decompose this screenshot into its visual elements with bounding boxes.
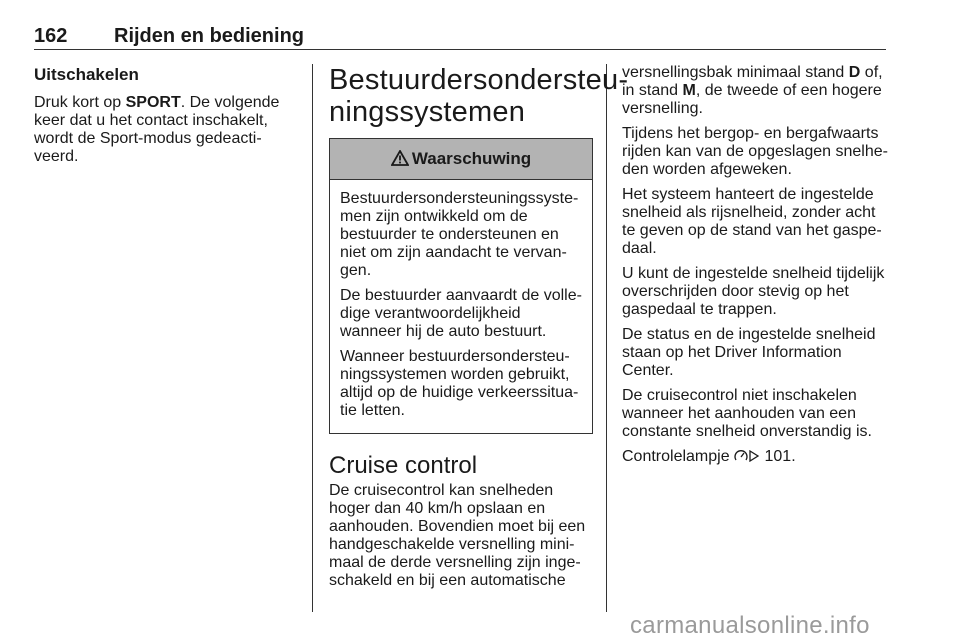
watermark: carmanualsonline.info <box>630 612 870 639</box>
column-3 <box>622 64 888 473</box>
header-rule <box>34 49 886 50</box>
column-1 <box>34 64 296 173</box>
sport-keyword: SPORT <box>125 94 181 111</box>
section-title-driver-assistance: Bestuurdersondersteu- ningssystemen <box>329 64 629 128</box>
section-title-cruise-control: Cruise control <box>329 452 478 479</box>
status-paragraph: De status en de ingestelde snelheid staan op het Driver Information Center. <box>622 326 876 379</box>
override-paragraph: U kunt de ingestelde snelheid tijdelijk overschrijden door stevig op het gaspedaal te trappen. <box>622 265 885 318</box>
page-reference-arrow-icon <box>748 448 760 465</box>
gear-paragraph: versnellingsbak minimaal stand D of, in stand M, de tweede of een hogere versnelling. <box>622 64 883 117</box>
section-heading-uitschakelen: Uitschakelen <box>34 65 139 84</box>
warning-body <box>330 180 592 433</box>
gear-d-keyword: D <box>848 64 861 81</box>
slope-paragraph: Tijdens het bergop- en bergafwaarts rijden kan van de opgeslagen snelhe- den worden afgeweken. <box>622 125 888 178</box>
warning-header <box>330 139 592 180</box>
warning-paragraph: Bestuurdersondersteuningssyste- men zijn ontwikkeld om de bestuurder te ondersteunen en niet om zijn aandacht te vervan- gen. <box>340 190 579 279</box>
cruise-control-indicator-icon <box>734 448 748 465</box>
page-number: 162 <box>34 25 68 47</box>
warning-paragraph: De bestuurder aanvaardt de volle- dige verantwoordelijkheid wanneer hij de auto bestuurt. <box>340 287 582 340</box>
column-divider-2 <box>606 64 607 612</box>
warning-heading: Waarschuwing <box>411 149 532 168</box>
warning-triangle-icon <box>391 150 409 169</box>
indicator-paragraph: Controlelampje 101. <box>622 448 796 465</box>
column-divider-1 <box>312 64 313 612</box>
warning-paragraph: Wanneer bestuurdersondersteu- ningssystemen worden gebruikt, altijd op de huidige verkeerssitua- tie letten. <box>340 348 579 419</box>
column-2 <box>329 64 629 597</box>
gear-m-keyword: M <box>682 82 696 99</box>
warning-box <box>329 138 593 434</box>
uitschakelen-paragraph: Druk kort op SPORT. De volgende keer dat u het contact inschakelt, wordt de Sport-modus gedeacti- veerd. <box>34 94 280 165</box>
cruise-control-paragraph: De cruisecontrol kan snelheden hoger dan 40 km/h opslaan en aanhouden. Bovendien moet bij een handgeschakelde versnelling mini- maal de derde versnelling zijn inge- schakeld en bij een automatische <box>329 482 586 589</box>
caution-paragraph: De cruisecontrol niet inschakelen wanneer het aanhouden van een constante snelheid onverstandig is. <box>622 387 872 440</box>
system-paragraph: Het systeem hanteert de ingestelde snelheid als rijsnelheid, zonder acht te geven op de stand van het gaspe- daal. <box>622 186 882 257</box>
chapter-title: Rijden en bediening <box>114 25 305 47</box>
